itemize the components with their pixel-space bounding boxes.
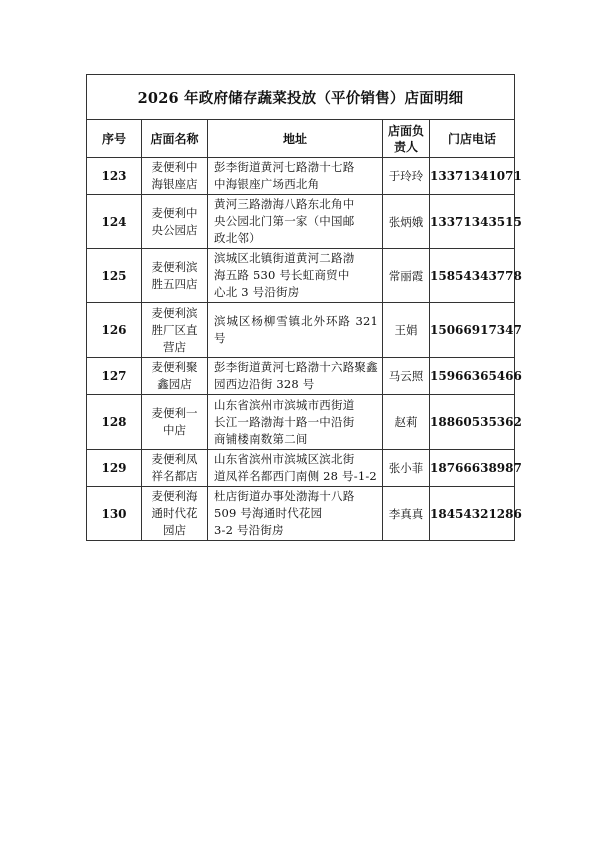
- address-line: 政北邻）: [214, 231, 261, 245]
- store-name-line: 麦便利一: [151, 406, 198, 420]
- cell-phone: 13371341071: [430, 158, 515, 195]
- address-line: 山东省滨州市滨城区滨北街: [214, 452, 355, 466]
- table-row: [87, 450, 515, 487]
- address-line: 3-2 号沿街房: [214, 523, 284, 537]
- cell-phone: 18766638987: [430, 450, 515, 487]
- table-row: [87, 395, 515, 450]
- address-line: 黄河三路渤海八路东北角中: [214, 197, 355, 211]
- cell-phone: 15966365466: [430, 358, 515, 395]
- cell-no: 130: [87, 487, 142, 541]
- address-line: 商铺楼南数第二间: [214, 431, 308, 446]
- cell-phone: 15854343778: [430, 249, 515, 303]
- table-row: [87, 358, 515, 395]
- address-line: 山东省滨州市滨城市西街道: [214, 397, 355, 412]
- cell-manager: 马云照: [383, 358, 430, 395]
- store-table: [86, 74, 522, 541]
- store-name-line: 鑫园店: [157, 377, 192, 391]
- store-name-line: 麦便利滨: [151, 305, 198, 320]
- cell-manager: 赵莉: [383, 395, 430, 450]
- store-name-line: 胜厂区直: [151, 322, 198, 337]
- cell-store-name: [142, 249, 208, 303]
- cell-store-name: [142, 487, 208, 541]
- cell-phone: 18860535362: [430, 395, 515, 450]
- header-no: 序号: [87, 120, 142, 158]
- address-line: 海五路 530 号长虹商贸中: [214, 268, 350, 282]
- header-address: 地址: [208, 120, 383, 158]
- cell-no: 128: [87, 395, 142, 450]
- cell-store-name: [142, 358, 208, 395]
- cell-store-name: [142, 303, 208, 358]
- store-name-line: 海银座店: [151, 177, 198, 191]
- store-name-line: 胜五四店: [151, 276, 198, 291]
- address-line: 滨城区杨柳雪镇北外环路 321 号: [214, 314, 378, 345]
- store-name-line: 营店: [163, 339, 186, 354]
- store-name-line: 通时代花: [151, 506, 198, 520]
- address-line: 园西边沿街 328 号: [214, 377, 315, 391]
- cell-address: [208, 450, 383, 487]
- address-line: 509 号海通时代花园: [214, 506, 323, 520]
- cell-no: 126: [87, 303, 142, 358]
- address-line: 中海银座广场西北角: [214, 177, 320, 191]
- cell-store-name: [142, 158, 208, 195]
- table-row: [87, 158, 515, 195]
- cell-store-name: [142, 450, 208, 487]
- table-row: [87, 487, 515, 541]
- header-manager-line: 店面负: [387, 123, 424, 138]
- store-name-line: 麦便利中: [151, 205, 198, 220]
- store-name-line: 中店: [163, 423, 186, 437]
- address-line: 彭李街道黄河七路渤十六路聚鑫: [214, 360, 378, 374]
- store-name-line: 麦便利聚: [151, 360, 198, 374]
- header-manager: [383, 120, 430, 158]
- table-header-row: [87, 120, 515, 158]
- cell-no: 123: [87, 158, 142, 195]
- table-row: [87, 249, 515, 303]
- cell-manager: 张炳娥: [383, 195, 430, 249]
- table-row: [87, 303, 515, 358]
- cell-no: 129: [87, 450, 142, 487]
- store-name-line: 麦便利滨: [151, 259, 198, 274]
- cell-no: 124: [87, 195, 142, 249]
- store-name-line: 央公园店: [151, 222, 198, 237]
- cell-manager: 常丽霞: [383, 249, 430, 303]
- store-name-line: 园店: [163, 523, 186, 537]
- document-title: 2026 年政府储存蔬菜投放（平价销售）店面明细: [87, 75, 515, 120]
- address-line: 长江一路渤海十路一中沿街: [214, 414, 355, 429]
- cell-phone: 13371343515: [430, 195, 515, 249]
- address-line: 道凤祥名都西门南侧 28 号-1-2: [214, 469, 377, 483]
- cell-address: [208, 303, 383, 358]
- cell-no: 127: [87, 358, 142, 395]
- address-line: 滨城区北镇街道黄河二路渤: [214, 251, 355, 265]
- address-line: 彭李街道黄河七路渤十七路: [214, 160, 355, 174]
- cell-address: [208, 249, 383, 303]
- header-manager-label: [383, 123, 429, 155]
- header-name: 店面名称: [142, 120, 208, 158]
- cell-phone: 18454321286: [430, 487, 515, 541]
- cell-phone: 15066917347: [430, 303, 515, 358]
- cell-manager: 张小菲: [383, 450, 430, 487]
- header-phone: 门店电话: [430, 120, 515, 158]
- cell-store-name: [142, 195, 208, 249]
- cell-manager: 于玲玲: [383, 158, 430, 195]
- cell-address: [208, 395, 383, 450]
- address-line: 心北 3 号沿街房: [214, 285, 300, 299]
- cell-store-name: [142, 395, 208, 450]
- cell-address: [208, 195, 383, 249]
- cell-manager: 李真真: [383, 487, 430, 541]
- store-name-line: 祥名都店: [151, 469, 198, 483]
- address-line: 杜店街道办事处渤海十八路: [214, 489, 355, 503]
- store-name-line: 麦便利中: [151, 160, 198, 174]
- store-list-document: [86, 74, 522, 541]
- cell-manager: 王娟: [383, 303, 430, 358]
- cell-address: [208, 487, 383, 541]
- store-name-line: 麦便利凤: [151, 452, 198, 466]
- table-row: [87, 195, 515, 249]
- header-manager-line: 责人: [393, 139, 418, 154]
- address-line: 央公园北门第一家（中国邮: [214, 214, 355, 228]
- cell-address: [208, 158, 383, 195]
- cell-address: [208, 358, 383, 395]
- store-name-line: 麦便利海: [151, 489, 198, 503]
- cell-no: 125: [87, 249, 142, 303]
